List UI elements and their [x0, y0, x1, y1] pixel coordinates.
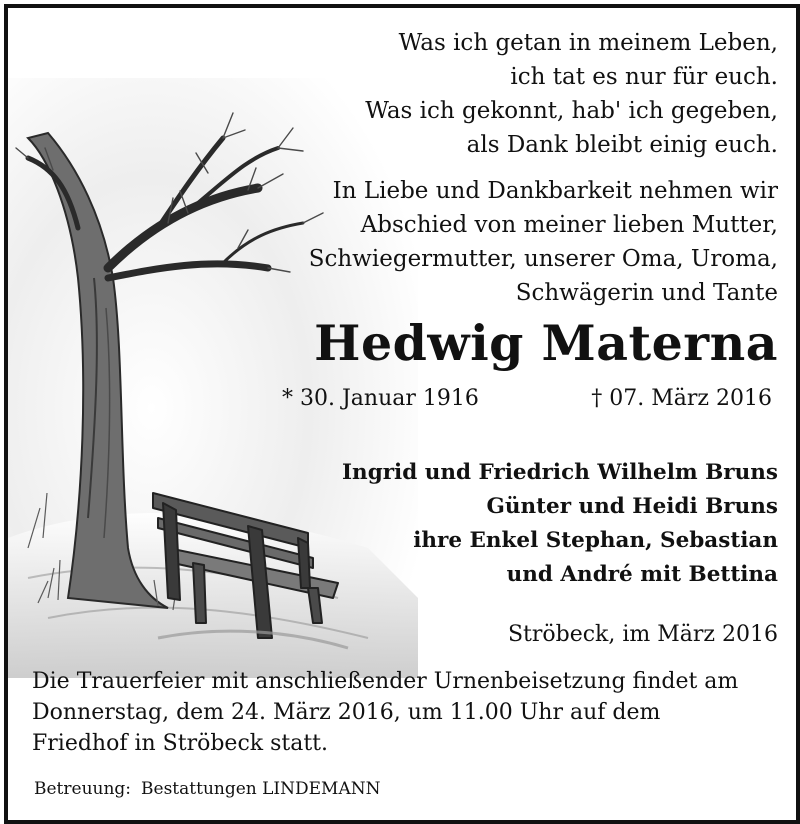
place-and-date: Ströbeck, im März 2016 [507, 622, 778, 647]
life-dates [282, 382, 772, 416]
poem-line: Was ich getan in meinem Leben, [398, 30, 778, 56]
intro-line: Abschied von meiner lieben Mutter, [360, 212, 778, 238]
poem-line: ich tat es nur für euch. [510, 64, 778, 90]
poem-line: Was ich gekonnt, hab' ich gegeben, [365, 98, 778, 124]
funeral-home-credit [34, 776, 634, 802]
death-date: † 07. März 2016 [591, 386, 772, 411]
intro-line: Schwägerin und Tante [515, 280, 778, 306]
farewell-intro [258, 174, 778, 310]
intro-line: Schwiegermutter, unserer Oma, Uroma, [308, 246, 778, 272]
mourner-line: ihre Enkel Stephan, Sebastian [413, 528, 778, 553]
funeral-line: Friedhof in Ströbeck statt. [32, 731, 329, 756]
mourner-line: Ingrid und Friedrich Wilhelm Bruns [342, 460, 778, 485]
mourner-line: und André mit Bettina [506, 562, 778, 587]
funeral-details [32, 666, 772, 759]
poem-line: als Dank bleibt einig euch. [466, 132, 778, 158]
mourners-list [308, 456, 778, 592]
funeral-line: Donnerstag, dem 24. März 2016, um 11.00 Uhr auf dem [32, 700, 661, 725]
intro-line: In Liebe und Dankbarkeit nehmen wir [332, 178, 778, 204]
funeral-line: Die Trauerfeier mit anschließender Urnenbeisetzung findet am [32, 669, 739, 694]
poem [318, 26, 778, 162]
deceased-name: Hedwig Materna [314, 314, 778, 372]
mourner-line: Günter und Heidi Bruns [486, 494, 778, 519]
obituary-notice [4, 4, 800, 824]
birth-date: * 30. Januar 1916 [282, 386, 479, 411]
care-label: Betreuung: [34, 779, 132, 799]
funeral-home-name: Bestattungen LINDEMANN [141, 779, 381, 799]
